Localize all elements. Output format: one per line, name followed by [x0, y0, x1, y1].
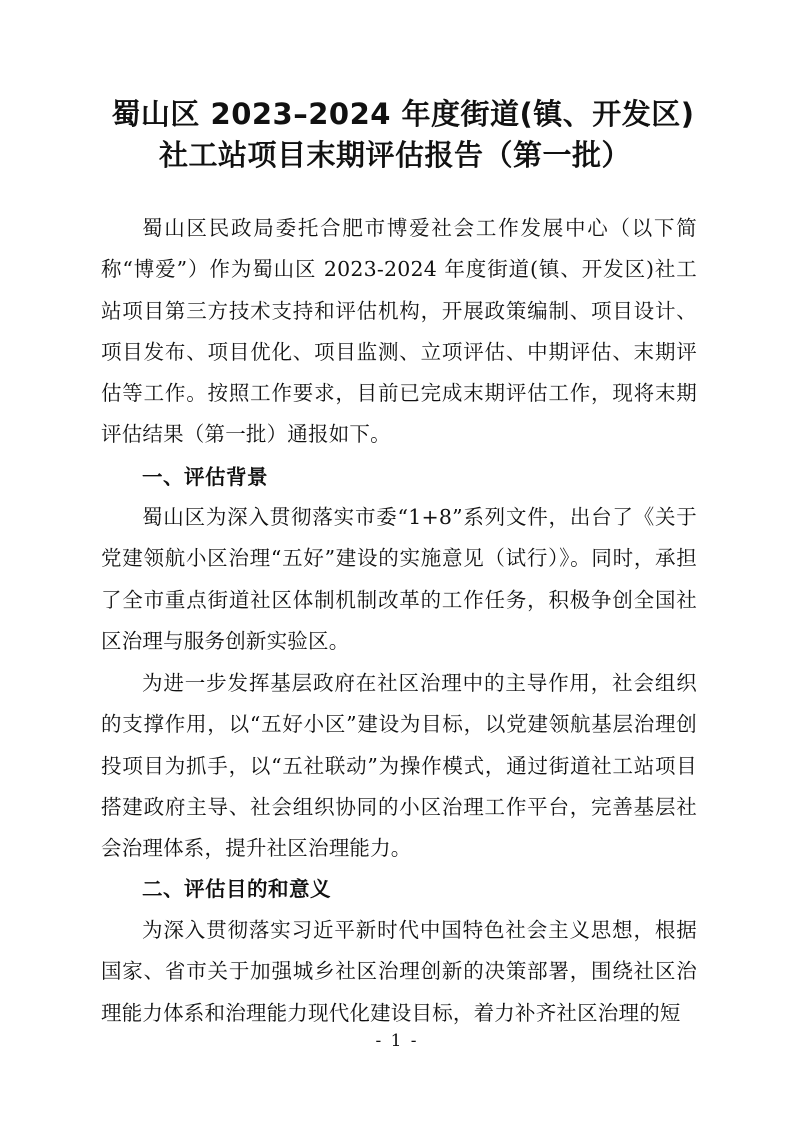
intro-paragraph: 蜀山区民政局委托合肥市博爱社会工作发展中心（以下简称“博爱”）作为蜀山区 2023-2024 年度街道(镇、开发区)社工站项目第三方技术支持和评估机构，开展政策编制、项目设计、项目发布、项目优化、项目监测、立项评估、中期评估、末期评估等工作。按照工作要求，目前已完成末期评估工作，现将末期评估结果（第一批）通报如下。: [101, 216, 697, 447]
background-paragraph-1: 蜀山区为深入贯彻落实市委“1+8”系列文件，出台了《关于党建领航小区治理“五好”建设的实施意见（试行）》。同时，承担了全市重点街道社区体制机制改革的工作任务，积极争创全国社区治理与服务创新实验区。: [101, 505, 697, 653]
page-number: - 1 -: [375, 1031, 419, 1051]
section-heading-purpose: 二、评估目的和意义: [142, 877, 331, 901]
section-heading-background: 一、评估背景: [142, 465, 268, 489]
report-title-line-1: 蜀山区 2023–2024 年度街道(镇、开发区): [111, 97, 695, 131]
report-title-line-2: 社工站项目末期评估报告（第一批）: [158, 138, 631, 172]
purpose-paragraph: 为深入贯彻落实习近平新时代中国特色社会主义思想，根据国家、省市关于加强城乡社区治理创新的决策部署，围绕社区治理能力体系和治理能力现代化建设目标，着力补齐社区治理的短: [101, 918, 697, 1025]
background-paragraph-2: 为进一步发挥基层政府在社区治理中的主导作用，社会组织的支撑作用，以“五好小区”建设为目标，以党建领航基层治理创投项目为抓手，以“五社联动”为操作模式，通过街道社工站项目搭建政府主导、社会组织协同的小区治理工作平台，完善基层社会治理体系，提升社区治理能力。: [101, 671, 697, 861]
